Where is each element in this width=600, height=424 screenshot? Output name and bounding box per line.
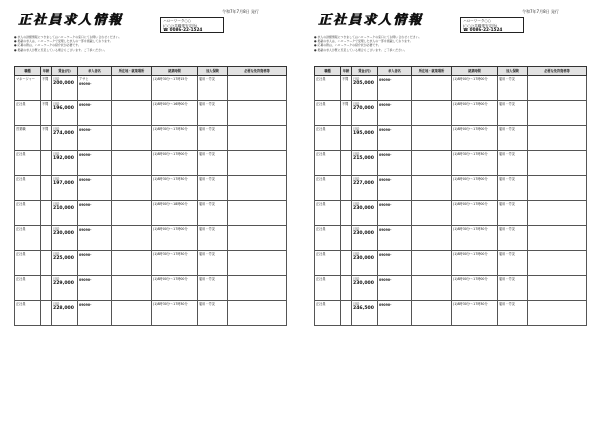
hellowork-contact-box bbox=[160, 17, 224, 33]
employer-tel: 09090- bbox=[379, 102, 392, 107]
cell-occupation: 正社員 bbox=[15, 301, 41, 326]
table-row bbox=[315, 101, 587, 126]
cell-hours: (1)8時00分〜17時00分 bbox=[452, 201, 498, 226]
job-listings-table bbox=[314, 66, 587, 326]
employer-tel: 09090- bbox=[79, 177, 92, 182]
column-header: 加入保険 bbox=[198, 67, 228, 76]
job-listings-table bbox=[14, 66, 287, 326]
cell-insurance: 雇用・労災 bbox=[198, 276, 228, 301]
cell-employer bbox=[378, 301, 412, 326]
cell-age bbox=[41, 176, 52, 201]
cell-hours: (1)8時30分〜17時30分 bbox=[152, 251, 198, 276]
cell-employer bbox=[378, 76, 412, 101]
table-row bbox=[15, 251, 287, 276]
hellowork-name: ハローワーク○○ bbox=[463, 19, 491, 23]
table-row bbox=[315, 176, 587, 201]
cell-age bbox=[41, 226, 52, 251]
cell-insurance: 雇用・労災 bbox=[498, 226, 528, 251]
employer-tel: 09090- bbox=[379, 77, 392, 82]
wage-type: 月給 bbox=[53, 126, 60, 131]
cell-age bbox=[341, 251, 352, 276]
employer-tel: 09090- bbox=[379, 227, 392, 232]
cell-age bbox=[41, 201, 52, 226]
cell-insurance: 雇用・労災 bbox=[498, 251, 528, 276]
cell-location bbox=[112, 301, 152, 326]
wage-amount: 215,000 bbox=[353, 155, 374, 161]
employer-tel: 09090- bbox=[79, 102, 92, 107]
cell-employer bbox=[78, 226, 112, 251]
cell-insurance: 雇用・労災 bbox=[498, 101, 528, 126]
wage-amount: 200,000 bbox=[53, 80, 74, 86]
column-header: 職種 bbox=[315, 67, 341, 76]
hellowork-name: ハローワーク○○ bbox=[163, 19, 191, 23]
cell-insurance: 雇用・労災 bbox=[498, 201, 528, 226]
cell-location bbox=[412, 76, 452, 101]
cell-employer bbox=[378, 151, 412, 176]
cell-insurance: 雇用・労災 bbox=[498, 276, 528, 301]
column-header: 求人者名 bbox=[378, 67, 412, 76]
cell-age: 不問 bbox=[41, 126, 52, 151]
table-row bbox=[15, 101, 287, 126]
hellowork-sub: (○○公共職業安定所) bbox=[163, 23, 198, 28]
cell-hours: (1)8時30分〜17時30分 bbox=[452, 151, 498, 176]
cell-employer bbox=[378, 251, 412, 276]
wage-amount: 197,000 bbox=[53, 180, 74, 186]
cell-requirements bbox=[228, 251, 287, 276]
cell-occupation: 正社員 bbox=[315, 201, 341, 226]
cell-wage bbox=[352, 251, 378, 276]
cell-occupation: 正社員 bbox=[315, 301, 341, 326]
cell-age bbox=[41, 251, 52, 276]
wage-amount: 225,000 bbox=[53, 255, 74, 261]
wage-amount: 196,000 bbox=[53, 105, 74, 111]
cell-employer bbox=[378, 201, 412, 226]
cell-employer bbox=[78, 101, 112, 126]
table-row bbox=[15, 176, 287, 201]
cell-wage bbox=[52, 76, 78, 101]
employer-tel: 09090- bbox=[79, 277, 92, 282]
cell-location bbox=[412, 126, 452, 151]
cell-insurance: 雇用・労災 bbox=[198, 151, 228, 176]
cell-requirements bbox=[528, 201, 587, 226]
table-row bbox=[15, 201, 287, 226]
cell-occupation: 正社員 bbox=[15, 251, 41, 276]
cell-location bbox=[112, 226, 152, 251]
cell-wage bbox=[52, 251, 78, 276]
cell-age bbox=[341, 301, 352, 326]
cell-employer bbox=[78, 251, 112, 276]
cell-insurance: 雇用・労災 bbox=[198, 176, 228, 201]
cell-wage bbox=[52, 226, 78, 251]
notes bbox=[14, 35, 286, 52]
hellowork-contact-box bbox=[460, 17, 524, 33]
cell-wage bbox=[52, 101, 78, 126]
cell-location bbox=[412, 301, 452, 326]
cell-hours: (1)8時30分〜17時30分 bbox=[452, 226, 498, 251]
cell-insurance: 雇用・労災 bbox=[198, 301, 228, 326]
cell-occupation: マネージャー bbox=[15, 76, 41, 101]
cell-wage bbox=[352, 126, 378, 151]
wage-amount: 230,000 bbox=[353, 255, 374, 261]
table-row bbox=[315, 76, 587, 101]
wage-type: 月給 bbox=[53, 76, 60, 81]
cell-employer bbox=[378, 226, 412, 251]
cell-wage bbox=[352, 301, 378, 326]
cell-occupation: 正社員 bbox=[315, 251, 341, 276]
cell-hours: (1)8時00分〜16時00分 bbox=[152, 101, 198, 126]
cell-location bbox=[112, 101, 152, 126]
cell-age bbox=[41, 301, 52, 326]
table-row bbox=[315, 276, 587, 301]
cell-age: 不問 bbox=[41, 101, 52, 126]
cell-location bbox=[412, 251, 452, 276]
wage-type: 月給 bbox=[353, 126, 360, 131]
table-row bbox=[15, 151, 287, 176]
cell-insurance: 雇用・労災 bbox=[198, 76, 228, 101]
wage-type: 月給 bbox=[53, 251, 60, 256]
cell-occupation: 営業職 bbox=[15, 126, 41, 151]
employer-tel: 09090- bbox=[379, 202, 392, 207]
cell-wage bbox=[52, 301, 78, 326]
wage-amount: 230,000 bbox=[53, 230, 74, 236]
wage-amount: 270,000 bbox=[353, 105, 374, 111]
wage-amount: 205,000 bbox=[353, 80, 374, 86]
cell-insurance: 雇用・労災 bbox=[198, 101, 228, 126]
cell-requirements bbox=[528, 101, 587, 126]
cell-requirements bbox=[228, 201, 287, 226]
wage-type: 月給 bbox=[53, 176, 60, 181]
cell-requirements bbox=[228, 76, 287, 101]
wage-amount: 195,000 bbox=[353, 130, 374, 136]
wage-amount: 230,000 bbox=[353, 230, 374, 236]
cell-insurance: 雇用・労災 bbox=[498, 76, 528, 101]
cell-wage bbox=[352, 76, 378, 101]
cell-wage bbox=[352, 226, 378, 251]
cell-occupation: 正社員 bbox=[15, 101, 41, 126]
cell-age bbox=[341, 226, 352, 251]
column-header: 職種 bbox=[15, 67, 41, 76]
cell-requirements bbox=[528, 176, 587, 201]
wage-type: 月給 bbox=[353, 201, 360, 206]
employer-tel: 09090- bbox=[79, 202, 92, 207]
column-header: 求人者名 bbox=[78, 67, 112, 76]
cell-requirements bbox=[528, 301, 587, 326]
employer-tel: 09090- bbox=[379, 277, 392, 282]
cell-wage bbox=[352, 101, 378, 126]
cell-wage bbox=[352, 276, 378, 301]
note-line: ● 応募の際は、ハローワークの紹介状が必要です。 bbox=[314, 43, 381, 48]
employer-tel: 09090- bbox=[379, 127, 392, 132]
page-title: 正社員求人情報 bbox=[18, 13, 124, 28]
employer-tel: 09090- bbox=[79, 302, 92, 307]
cell-hours: (1)8時00分〜17時00分 bbox=[152, 226, 198, 251]
table-header-row bbox=[315, 67, 587, 76]
column-header: 就業時間 bbox=[452, 67, 498, 76]
cell-requirements bbox=[228, 101, 287, 126]
employer-tel: 09090- bbox=[379, 177, 392, 182]
cell-requirements bbox=[528, 126, 587, 151]
table-body bbox=[15, 76, 287, 326]
cell-age bbox=[41, 276, 52, 301]
hellowork-tel: ☎ 0086-22-1524 bbox=[463, 27, 503, 33]
cell-employer bbox=[78, 151, 112, 176]
cell-requirements bbox=[228, 151, 287, 176]
cell-requirements bbox=[228, 126, 287, 151]
cell-hours: (1)8時00分〜17時00分 bbox=[452, 176, 498, 201]
cell-hours: (1)8時30分〜17時30分 bbox=[452, 301, 498, 326]
cell-location bbox=[412, 151, 452, 176]
wage-type: 月給 bbox=[353, 101, 360, 106]
column-header: 所在地・就業場所 bbox=[112, 67, 152, 76]
cell-occupation: 正社員 bbox=[315, 126, 341, 151]
note-line: ● 掲載の求人が既に充足している場合もございます。ご了承ください。 bbox=[14, 47, 107, 52]
table-row bbox=[15, 276, 287, 301]
cell-hours: (1)8時30分〜17時15分 bbox=[152, 76, 198, 101]
hellowork-tel: ☎ 0086-22-1524 bbox=[163, 27, 203, 33]
cell-requirements bbox=[228, 301, 287, 326]
note-line: ● 求人の詳細情報につきましてはハローワークの窓口にてお問い合わせください。 bbox=[14, 35, 122, 39]
table-header-row bbox=[15, 67, 287, 76]
note-line: ● 掲載の求人は、ハローワークで受理した求人の一部を掲載しております。 bbox=[314, 39, 413, 44]
cell-hours: (1)8時00分〜17時00分 bbox=[452, 126, 498, 151]
cell-location bbox=[412, 276, 452, 301]
cell-location bbox=[112, 276, 152, 301]
cell-employer bbox=[378, 176, 412, 201]
wage-amount: 230,000 bbox=[353, 280, 374, 286]
cell-insurance: 雇用・労災 bbox=[198, 201, 228, 226]
cell-insurance: 雇用・労災 bbox=[498, 176, 528, 201]
cell-wage bbox=[52, 201, 78, 226]
cell-hours: (1)8時30分〜17時30分 bbox=[152, 126, 198, 151]
wage-type: 月給 bbox=[353, 151, 360, 156]
cell-location bbox=[112, 201, 152, 226]
wage-amount: 230,000 bbox=[353, 205, 374, 211]
cell-requirements bbox=[228, 176, 287, 201]
cell-hours: (1)8時00分〜17時00分 bbox=[152, 151, 198, 176]
cell-location bbox=[112, 176, 152, 201]
cell-occupation: 正社員 bbox=[315, 226, 341, 251]
cell-occupation: 正社員 bbox=[15, 276, 41, 301]
employer-name: アサヒ bbox=[79, 76, 89, 81]
wage-type: 月給 bbox=[53, 226, 60, 231]
cell-insurance: 雇用・労災 bbox=[498, 126, 528, 151]
table-row bbox=[15, 126, 287, 151]
notes bbox=[314, 35, 586, 52]
cell-requirements bbox=[528, 251, 587, 276]
column-header: 所在地・就業場所 bbox=[412, 67, 452, 76]
cell-hours: (1)8時00分〜17時00分 bbox=[452, 276, 498, 301]
issue-date: 令和7年7月8日 発行 bbox=[222, 9, 259, 14]
wage-type: 月給 bbox=[353, 301, 360, 306]
note-line: ● 求人の詳細情報につきましてはハローワークの窓口にてお問い合わせください。 bbox=[314, 35, 422, 39]
cell-location bbox=[412, 201, 452, 226]
column-header: 年齢 bbox=[41, 67, 52, 76]
wage-type: 月給 bbox=[53, 151, 60, 156]
cell-hours: (1)8時00分〜17時00分 bbox=[452, 101, 498, 126]
cell-employer bbox=[378, 101, 412, 126]
cell-wage bbox=[52, 276, 78, 301]
note-line: ● 応募の際は、ハローワークの紹介状が必要です。 bbox=[14, 43, 81, 48]
table-row bbox=[315, 201, 587, 226]
wage-amount: 229,000 bbox=[53, 280, 74, 286]
cell-occupation: 正社員 bbox=[315, 276, 341, 301]
table-row bbox=[315, 126, 587, 151]
column-header: 必要な免許資格等 bbox=[528, 67, 587, 76]
table-row bbox=[15, 301, 287, 326]
column-header: 就業時間 bbox=[152, 67, 198, 76]
wage-type: 月給 bbox=[353, 276, 360, 281]
cell-insurance: 雇用・労災 bbox=[498, 151, 528, 176]
cell-age bbox=[341, 201, 352, 226]
cell-age: 不問 bbox=[41, 76, 52, 101]
cell-wage bbox=[352, 151, 378, 176]
cell-insurance: 雇用・労災 bbox=[198, 126, 228, 151]
cell-wage bbox=[52, 126, 78, 151]
cell-wage bbox=[352, 201, 378, 226]
cell-hours: (1)8時00分〜17時00分 bbox=[452, 76, 498, 101]
cell-hours: (1)8時30分〜17時30分 bbox=[152, 176, 198, 201]
column-header: 加入保険 bbox=[498, 67, 528, 76]
cell-employer bbox=[78, 201, 112, 226]
employer-tel: 09090- bbox=[79, 127, 92, 132]
note-line: ● 掲載の求人が既に充足している場合もございます。ご了承ください。 bbox=[314, 47, 407, 52]
cell-occupation: 正社員 bbox=[15, 151, 41, 176]
cell-insurance: 雇用・労災 bbox=[198, 251, 228, 276]
wage-type: 日給 bbox=[353, 76, 360, 81]
cell-occupation: 正社員 bbox=[315, 101, 341, 126]
cell-employer bbox=[78, 76, 112, 101]
table-row bbox=[315, 251, 587, 276]
cell-requirements bbox=[528, 76, 587, 101]
cell-occupation: 正社員 bbox=[15, 201, 41, 226]
employer-tel: 09090- bbox=[379, 152, 392, 157]
cell-occupation: 正社員 bbox=[15, 176, 41, 201]
cell-location bbox=[112, 251, 152, 276]
cell-occupation: 正社員 bbox=[315, 151, 341, 176]
page-title: 正社員求人情報 bbox=[318, 13, 424, 28]
wage-type: 月給 bbox=[53, 201, 60, 206]
cell-requirements bbox=[528, 276, 587, 301]
wage-type: 月給 bbox=[53, 101, 60, 106]
column-header: 賃金(円) bbox=[52, 67, 78, 76]
cell-hours: (1)8時00分〜17時00分 bbox=[152, 276, 198, 301]
wage-amount: 192,000 bbox=[53, 155, 74, 161]
wage-type: 月給 bbox=[53, 276, 60, 281]
cell-insurance: 雇用・労災 bbox=[198, 226, 228, 251]
wage-amount: 210,000 bbox=[53, 205, 74, 211]
cell-location bbox=[112, 151, 152, 176]
cell-requirements bbox=[228, 226, 287, 251]
cell-hours: (1)8時00分〜18時00分 bbox=[152, 201, 198, 226]
cell-employer bbox=[378, 126, 412, 151]
cell-occupation: 正社員 bbox=[315, 176, 341, 201]
table-row bbox=[315, 301, 587, 326]
cell-employer bbox=[78, 301, 112, 326]
cell-wage bbox=[352, 176, 378, 201]
wage-type: 月給 bbox=[353, 251, 360, 256]
wage-type: 月給 bbox=[53, 301, 60, 306]
column-header: 年齢 bbox=[341, 67, 352, 76]
cell-insurance: 雇用・労災 bbox=[498, 301, 528, 326]
cell-employer bbox=[78, 276, 112, 301]
page-right bbox=[300, 0, 600, 424]
cell-wage bbox=[52, 176, 78, 201]
column-header: 賃金(円) bbox=[352, 67, 378, 76]
cell-location bbox=[412, 101, 452, 126]
hellowork-sub: (○○公共職業安定所) bbox=[463, 23, 498, 28]
cell-requirements bbox=[528, 151, 587, 176]
cell-age bbox=[341, 276, 352, 301]
cell-location bbox=[412, 226, 452, 251]
table-row bbox=[315, 226, 587, 251]
wage-amount: 274,000 bbox=[53, 130, 74, 136]
cell-occupation: 正社員 bbox=[315, 76, 341, 101]
table-row bbox=[315, 151, 587, 176]
wage-amount: 227,000 bbox=[353, 180, 374, 186]
wage-type: 月給 bbox=[353, 176, 360, 181]
employer-tel: 09090- bbox=[79, 152, 92, 157]
cell-employer bbox=[378, 276, 412, 301]
column-header: 必要な免許資格等 bbox=[228, 67, 287, 76]
employer-tel: 09090- bbox=[379, 252, 392, 257]
table-body bbox=[315, 76, 587, 326]
issue-date: 令和7年7月8日 発行 bbox=[522, 9, 559, 14]
cell-requirements bbox=[228, 276, 287, 301]
cell-age: 不問 bbox=[341, 76, 352, 101]
table-row bbox=[15, 76, 287, 101]
cell-age: 不問 bbox=[341, 101, 352, 126]
cell-wage bbox=[52, 151, 78, 176]
wage-amount: 246,500 bbox=[353, 305, 374, 311]
cell-location bbox=[112, 76, 152, 101]
cell-hours: (1)8時00分〜17時00分 bbox=[452, 251, 498, 276]
cell-requirements bbox=[528, 226, 587, 251]
note-line: ● 掲載の求人は、ハローワークで受理した求人の一部を掲載しております。 bbox=[14, 39, 113, 44]
cell-age bbox=[41, 151, 52, 176]
wage-amount: 228,000 bbox=[53, 305, 74, 311]
employer-tel: 09090- bbox=[379, 302, 392, 307]
cell-location bbox=[112, 126, 152, 151]
cell-employer bbox=[78, 126, 112, 151]
table-row bbox=[15, 226, 287, 251]
cell-age bbox=[341, 151, 352, 176]
employer-tel: 09090- bbox=[79, 227, 92, 232]
cell-employer bbox=[78, 176, 112, 201]
cell-hours: (1)8時30分〜17時30分 bbox=[152, 301, 198, 326]
cell-occupation: 正社員 bbox=[15, 226, 41, 251]
employer-tel: 09090- bbox=[79, 81, 92, 86]
employer-tel: 09090- bbox=[79, 252, 92, 257]
cell-age bbox=[341, 176, 352, 201]
cell-location bbox=[412, 176, 452, 201]
wage-type: 月給 bbox=[353, 226, 360, 231]
cell-age bbox=[341, 126, 352, 151]
